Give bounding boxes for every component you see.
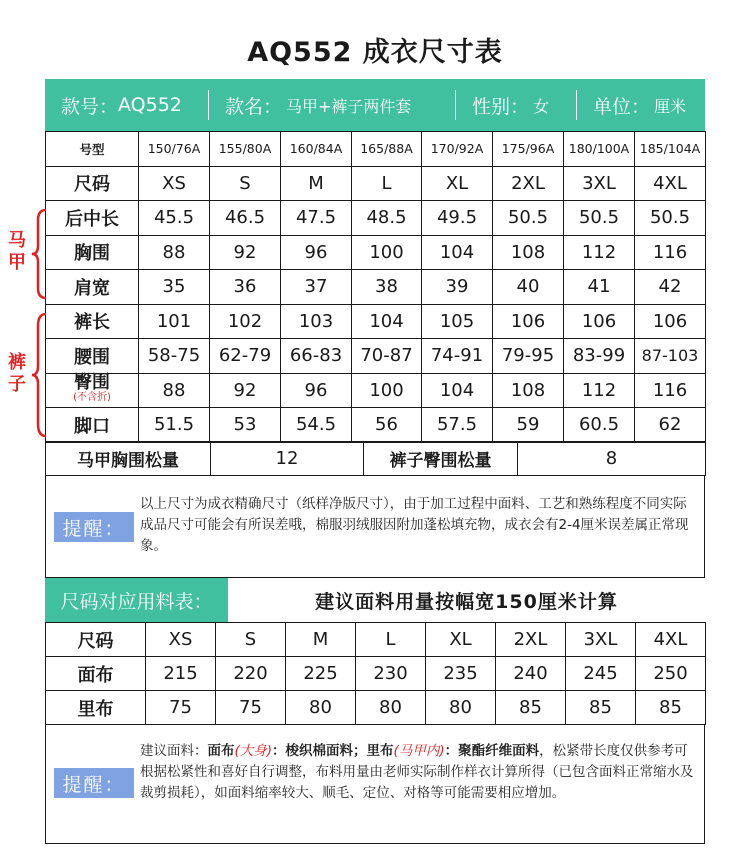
- outer-fabric-row: [46, 657, 706, 691]
- measure-cell: 62: [635, 408, 706, 443]
- fabric-cell: 80: [426, 691, 496, 725]
- size-cell: L: [356, 623, 426, 657]
- measure-cell: 88: [139, 373, 210, 408]
- looseness-row: [46, 442, 706, 476]
- measure-cell: 57.5: [422, 408, 493, 443]
- measure-cell: 58-75: [139, 339, 210, 374]
- measure-cell: 45.5: [139, 201, 210, 236]
- measure-label: 肩宽: [46, 270, 139, 305]
- measure-cell: 48.5: [352, 201, 422, 236]
- size-cell: XL: [426, 623, 496, 657]
- looseness-table: [45, 441, 706, 476]
- hip-row: [46, 373, 706, 408]
- measure-cell: 102: [210, 304, 281, 339]
- outer-fabric-label: 面布: [207, 743, 235, 759]
- unit-label: 单位：: [593, 95, 651, 118]
- measure-cell: 116: [635, 373, 706, 408]
- reminder-box: [45, 475, 705, 578]
- style-name-label: 款名：: [225, 95, 283, 118]
- waist-row: [46, 339, 706, 374]
- measure-label: [46, 373, 139, 408]
- measure-cell: 104: [422, 235, 493, 270]
- page-title: AQ552 成衣尺寸表: [247, 37, 503, 68]
- measure-cell: 112: [564, 373, 635, 408]
- measure-cell: 59: [493, 408, 564, 443]
- measure-cell: 106: [493, 304, 564, 339]
- model-cell: 170/92A: [422, 132, 493, 167]
- pants-hip-ease-value: 8: [518, 442, 706, 476]
- measure-cell: 101: [139, 304, 210, 339]
- fabric-cell: 85: [496, 691, 566, 725]
- fabric-reminder-text: [140, 741, 696, 804]
- hip-label: 臀围: [74, 372, 110, 394]
- measure-label: 后中长: [46, 201, 139, 236]
- model-row: [46, 132, 706, 167]
- measure-cell: 92: [210, 373, 281, 408]
- model-cell: 160/84A: [281, 132, 352, 167]
- outer-fabric-value: ：梭织棉面料；: [272, 743, 367, 759]
- fabric-cell: 245: [566, 657, 636, 691]
- measure-cell: 46.5: [210, 201, 281, 236]
- measure-cell: 92: [210, 235, 281, 270]
- measure-label: 裤长: [46, 304, 139, 339]
- outer-fabric-hint: (大身): [234, 743, 273, 759]
- size-cell: L: [352, 166, 422, 201]
- measure-cell: 66-83: [281, 339, 352, 374]
- lining-fabric-label: 里布: [366, 743, 394, 759]
- size-label: 尺码: [46, 623, 146, 657]
- measure-cell: 40: [493, 270, 564, 305]
- model-cell: 185/104A: [635, 132, 706, 167]
- size-cell: XL: [422, 166, 493, 201]
- fabric-header: [45, 578, 705, 622]
- measure-label: 腰围: [46, 339, 139, 374]
- style-number-value: AQ552: [118, 94, 182, 116]
- gender-value: 女: [533, 96, 550, 116]
- vest-chest-ease-label: 马甲胸围松量: [46, 442, 211, 476]
- measure-cell: 104: [352, 304, 422, 339]
- measure-cell: 38: [352, 270, 422, 305]
- fabric-cell: 230: [356, 657, 426, 691]
- fabric-cell: 80: [356, 691, 426, 725]
- gender: [456, 79, 576, 131]
- fabric-cell: 220: [216, 657, 286, 691]
- measure-cell: 51.5: [139, 408, 210, 443]
- measure-cell: 104: [422, 373, 493, 408]
- chest-row: [46, 235, 706, 270]
- fabric-cell: 75: [216, 691, 286, 725]
- measure-cell: 106: [564, 304, 635, 339]
- measure-cell: 100: [352, 235, 422, 270]
- fabric-tab: 尺码对应用料表：: [45, 578, 228, 622]
- gender-label: 性别：: [472, 95, 530, 118]
- size-label: 尺码: [46, 166, 139, 201]
- hem-row: [46, 408, 706, 443]
- size-cell: 3XL: [564, 166, 635, 201]
- measure-cell: 50.5: [493, 201, 564, 236]
- measure-cell: 83-99: [564, 339, 635, 374]
- measure-cell: 96: [281, 373, 352, 408]
- measure-cell: 50.5: [564, 201, 635, 236]
- measure-cell: 74-91: [422, 339, 493, 374]
- lining-fabric-value: ：聚酯纤维面料: [444, 743, 540, 759]
- size-cell: XS: [139, 166, 210, 201]
- measure-cell: 49.5: [422, 201, 493, 236]
- measure-cell: 108: [493, 235, 564, 270]
- measure-cell: 47.5: [281, 201, 352, 236]
- vest-chest-ease-value: 12: [211, 442, 364, 476]
- vest-group-label: 马甲: [8, 230, 26, 273]
- measure-cell: 56: [352, 408, 422, 443]
- measure-cell: 35: [139, 270, 210, 305]
- shoulder-row: [46, 270, 706, 305]
- measure-cell: 62-79: [210, 339, 281, 374]
- measure-cell: 100: [352, 373, 422, 408]
- reminder-badge: 提醒：: [54, 768, 134, 798]
- size-chart-table: [45, 131, 706, 443]
- model-cell: 155/80A: [210, 132, 281, 167]
- model-cell: 180/100A: [564, 132, 635, 167]
- size-cell: 2XL: [493, 166, 564, 201]
- fabric-label: 里布: [46, 691, 146, 725]
- measure-cell: 41: [564, 270, 635, 305]
- measure-cell: 116: [635, 235, 706, 270]
- measure-cell: 87-103: [635, 339, 706, 374]
- fabric-description: 建议面料用量按幅宽150厘米计算: [315, 590, 618, 613]
- size-row: [46, 166, 706, 201]
- pants-group-label: 裤子: [8, 352, 26, 395]
- measure-cell: 54.5: [281, 408, 352, 443]
- fabric-cell: 85: [566, 691, 636, 725]
- measure-cell: 108: [493, 373, 564, 408]
- model-cell: 165/88A: [352, 132, 422, 167]
- unit: [577, 79, 705, 131]
- size-cell: 4XL: [635, 166, 706, 201]
- fabric-label: 面布: [46, 657, 146, 691]
- size-cell: 3XL: [566, 623, 636, 657]
- style-number: [45, 79, 208, 131]
- measure-cell: 79-95: [493, 339, 564, 374]
- fabric-cell: 225: [286, 657, 356, 691]
- unit-value: 厘米: [654, 96, 687, 116]
- reminder-text: 以上尺寸为成衣精确尺寸（纸样净版尺寸），由于加工过程中面料、工艺和熟练程度不同实际成品尺寸可能会有所误差哦，棉服羽绒服因附加蓬松填充物，成衣会有2-4厘米误差属正常现象。: [140, 496, 689, 554]
- style-name-value: 马甲+裤子两件套: [286, 96, 412, 116]
- measure-cell: 60.5: [564, 408, 635, 443]
- fabric-cell: 85: [636, 691, 706, 725]
- fabric-usage-table: [45, 622, 706, 725]
- pants-hip-ease-label: 裤子臀围松量: [364, 442, 518, 476]
- measure-cell: 88: [139, 235, 210, 270]
- info-bar: [45, 79, 705, 131]
- measure-label: 胸围: [46, 235, 139, 270]
- model-cell: 150/76A: [139, 132, 210, 167]
- size-cell: M: [281, 166, 352, 201]
- fabric-cell: 80: [286, 691, 356, 725]
- fabric-size-row: [46, 623, 706, 657]
- fabric-prefix: 建议面料：: [140, 743, 208, 759]
- pants-brace: [30, 312, 48, 438]
- size-cell: S: [216, 623, 286, 657]
- lining-fabric-hint: (马甲内): [393, 743, 445, 759]
- measure-cell: 36: [210, 270, 281, 305]
- back-length-row: [46, 201, 706, 236]
- measure-cell: 112: [564, 235, 635, 270]
- measure-cell: 37: [281, 270, 352, 305]
- size-cell: M: [286, 623, 356, 657]
- style-name: [209, 79, 455, 131]
- measure-label: 脚口: [46, 408, 139, 443]
- reminder-badge: 提醒：: [54, 512, 134, 542]
- measure-cell: 106: [635, 304, 706, 339]
- measure-cell: 103: [281, 304, 352, 339]
- size-cell: 4XL: [636, 623, 706, 657]
- fabric-cell: 215: [146, 657, 216, 691]
- measure-cell: 96: [281, 235, 352, 270]
- measure-cell: 105: [422, 304, 493, 339]
- size-cell: 2XL: [496, 623, 566, 657]
- style-number-label: 款号：: [61, 95, 119, 118]
- fabric-cell: 75: [146, 691, 216, 725]
- hip-sublabel: (不含折): [73, 392, 111, 404]
- fabric-cell: 250: [636, 657, 706, 691]
- measure-cell: 42: [635, 270, 706, 305]
- pants-length-row: [46, 304, 706, 339]
- size-cell: S: [210, 166, 281, 201]
- fabric-cell: 240: [496, 657, 566, 691]
- measure-cell: 39: [422, 270, 493, 305]
- model-cell: 175/96A: [493, 132, 564, 167]
- fabric-cell: 235: [426, 657, 496, 691]
- measure-cell: 70-87: [352, 339, 422, 374]
- lining-fabric-row: [46, 691, 706, 725]
- measure-cell: 53: [210, 408, 281, 443]
- model-label: 号型: [46, 132, 139, 167]
- measure-cell: 50.5: [635, 201, 706, 236]
- size-cell: XS: [146, 623, 216, 657]
- vest-brace: [30, 208, 48, 300]
- fabric-reminder-box: [45, 724, 705, 844]
- fabric-rest-text: ，松紧带长度仅供参考可根据松紧性和喜好自行调整，布料用量由老师实际制作样衣计算所得（已包含面料正常缩水及裁剪损耗），如面料缩率较大、顺毛、定位、对格等可能需要相应增加。: [140, 743, 694, 801]
